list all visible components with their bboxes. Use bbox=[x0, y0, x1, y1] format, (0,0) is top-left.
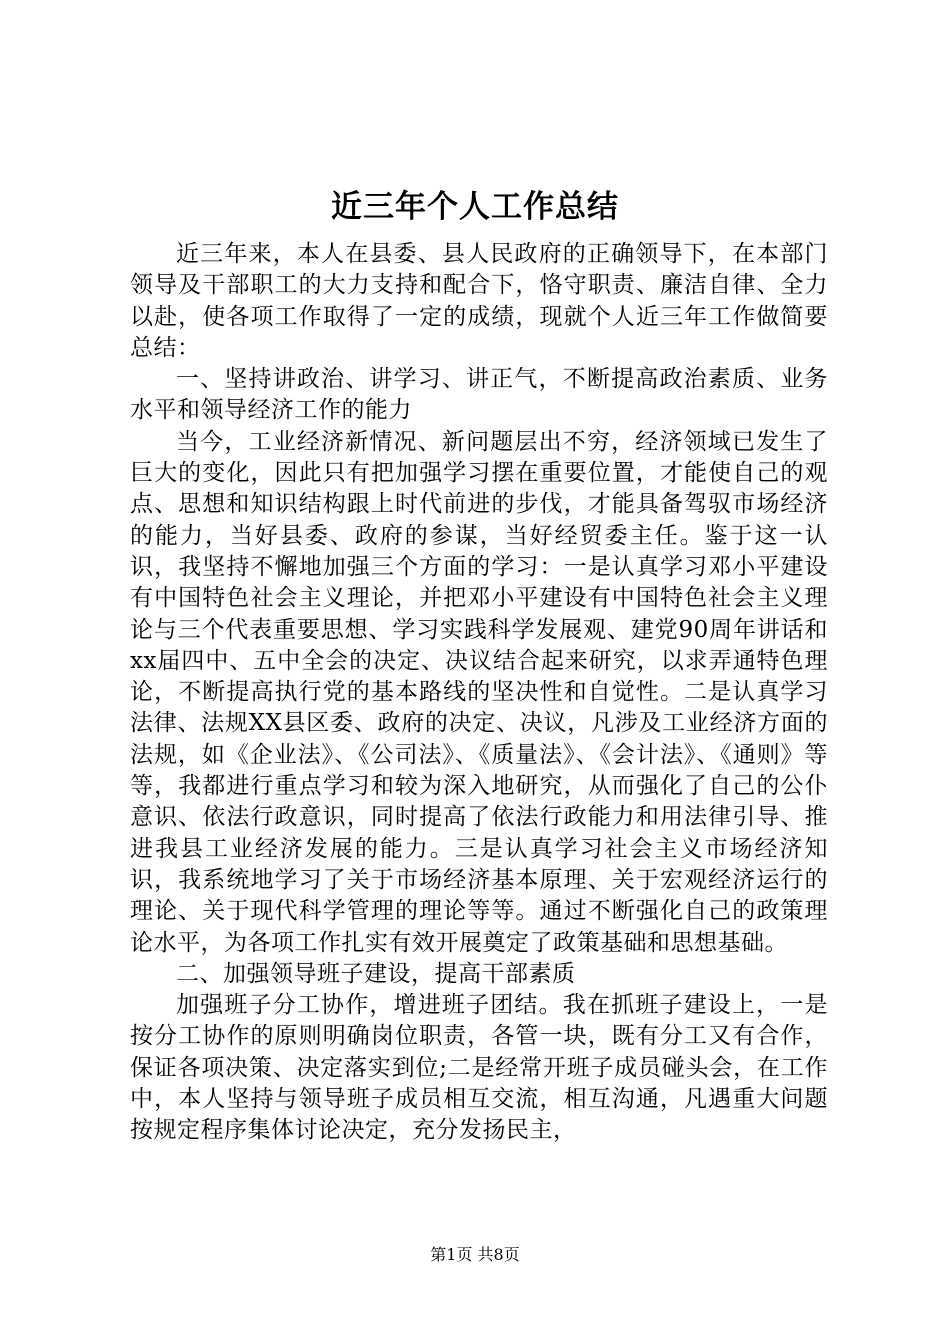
paragraph-team: 加强班子分工协作，增进班子团结。我在抓班子建设上，一是按分工协作的原则明确岗位职责，各管一块，既有分工又有合作，保证各项决策、决定落实到位;二是经常开班子成员碰头会，在工作中，本人坚持与领导班子成员相互交流，相互沟通，凡遇重大问题按规定程序集体讨论决定，充分发扬民主， bbox=[130, 992, 828, 1144]
page-number-footer: 第1页 共8页 bbox=[430, 1245, 520, 1264]
paragraph-study: 当今，工业经济新情况、新问题层出不穷，经济领域已发生了巨大的变化，因此只有把加强学习摆在重要位置，才能使自己的观点、思想和知识结构跟上时代前进的步伐，才能具备驾驭市场经济的能力，当好县委、政府的参谋，当好经贸委主任。鉴于这一认识，我坚持不懈地加强三个方面的学习：一是认真学习邓小平建设有中国特色社会主义理论，并把邓小平建设有中国特色社会主义理论与三个代表重要思想、学习实践科学发展观、建党90周年讲话和xx届四中、五中全会的决定、决议结合起来研究，以求弄通特色理论，不断提高执行党的基本路线的坚决性和自觉性。二是认真学习法律、法规XX县区委、政府的决定、决议，凡涉及工业经济方面的法规，如《企业法》、《公司法》、《质量法》、《会计法》、《通则》等等，我都进行重点学习和较为深入地研究，从而强化了自己的公仆意识、依法行政意识，同时提高了依法行政能力和用法律引导、推进我县工业经济发展的能力。三是认真学习社会主义市场经济知识，我系统地学习了关于市场经济基本原理、关于宏观经济运行的理论、关于现代科学管理的理论等等。通过不断强化自己的政策理论水平，为各项工作扎实有效开展奠定了政策基础和思想基础。 bbox=[130, 428, 828, 956]
document-title: 近三年个人工作总结 bbox=[331, 189, 619, 225]
section-heading-2: 二、加强领导班子建设，提高干部素质 bbox=[176, 960, 576, 987]
paragraph-intro: 近三年来，本人在县委、县人民政府的正确领导下，在本部门领导及干部职工的大力支持和配合下，恪守职责、廉洁自律、全力以赴，使各项工作取得了一定的成绩，现就个人近三年工作做简要总结： bbox=[130, 241, 828, 361]
document-body bbox=[130, 239, 828, 1147]
section-heading-1: 一、坚持讲政治、讲学习、讲正气，不断提高政治素质、业务水平和领导经济工作的能力 bbox=[130, 366, 828, 424]
